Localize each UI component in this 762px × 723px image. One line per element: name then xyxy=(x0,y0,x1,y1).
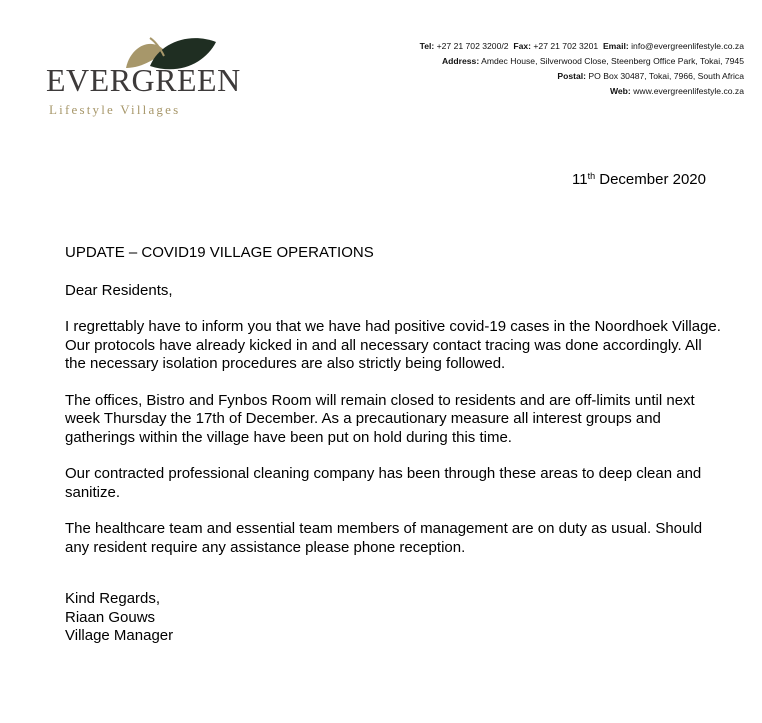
tel-label: Tel: xyxy=(419,41,435,51)
tel-value: +27 21 702 3200/2 xyxy=(436,41,509,51)
signer-title: Village Manager xyxy=(65,627,174,644)
letter-date xyxy=(572,171,706,188)
logo-tagline: Lifestyle Villages xyxy=(49,102,181,117)
contact-line-web xyxy=(420,84,744,99)
letter-body xyxy=(65,244,725,646)
date-rest: December 2020 xyxy=(595,171,706,188)
address-value: Amdec House, Silverwood Close, Steenberg Office Park, Tokai, 7945 xyxy=(481,56,744,66)
email-value[interactable]: info@evergreenlifestyle.co.za xyxy=(631,41,744,51)
signer-name: Riaan Gouws xyxy=(65,608,156,626)
web-value[interactable]: www.evergreenlifestyle.co.za xyxy=(633,86,744,96)
letter-paragraph-1: I regrettably have to inform you that we have had positive covid-19 cases in the Noordhoek Village. Our protocols have already kicked in and all necessary contact tracing was done accordingly. All the necessary isolation procedures are also strictly being followed. xyxy=(65,318,721,372)
contact-block xyxy=(420,39,744,99)
date-suffix: th xyxy=(587,171,596,181)
contact-line-postal xyxy=(420,69,744,84)
letter-paragraph-3: Our contracted professional cleaning company has been through these areas to deep clean and sanitize. xyxy=(65,465,702,501)
postal-value: PO Box 30487, Tokai, 7966, South Africa xyxy=(588,71,744,81)
evergreen-logo xyxy=(46,22,241,122)
email-label: Email: xyxy=(602,41,629,51)
contact-line-phone xyxy=(420,39,744,54)
address-label: Address: xyxy=(441,56,480,66)
web-label: Web: xyxy=(609,86,631,96)
letter-paragraph-4: The healthcare team and essential team members of management are on duty as usual. Should any resident require any assistance please phone reception. xyxy=(65,520,703,556)
logo-wordmark: EVERGREEN xyxy=(46,62,241,98)
date-day: 11 xyxy=(572,171,588,188)
contact-line-address xyxy=(420,54,744,69)
letter-heading: UPDATE – COVID19 VILLAGE OPERATIONS xyxy=(65,244,374,261)
letter-greeting: Dear Residents, xyxy=(65,281,173,299)
fax-value: +27 21 702 3201 xyxy=(533,41,599,51)
postal-label: Postal: xyxy=(557,71,587,81)
letter-paragraph-2: The offices, Bistro and Fynbos Room will remain closed to residents and are off-limits until next week Thursday the 17th of December. As a precautionary measure all interest groups and gatherings within the village have been put on hold during this time. xyxy=(65,391,695,446)
letter-closing: Kind Regards, xyxy=(65,590,161,607)
fax-label: Fax: xyxy=(513,41,531,51)
